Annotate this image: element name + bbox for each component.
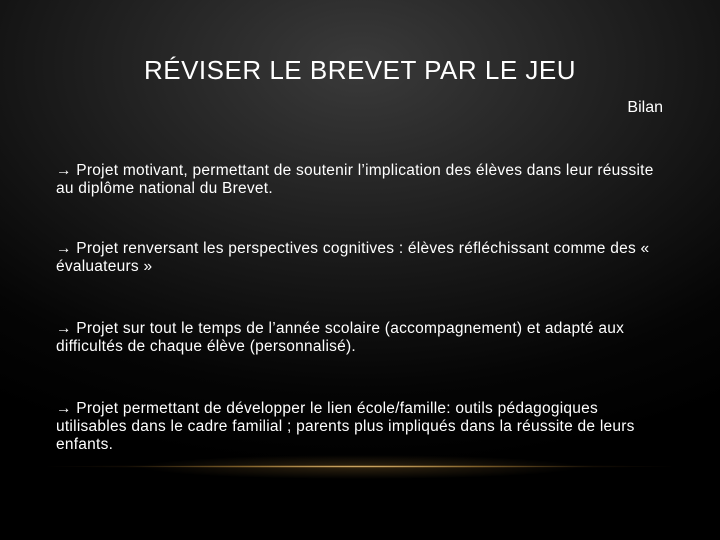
bullet-item: → Projet sur tout le temps de l’année scolaire (accompagnement) et adapté aux difficultés de chaque élève (personnalisé). [56, 320, 625, 355]
bullet-item: → Projet renversant les perspectives cognitives : élèves réfléchissant comme des « évaluateurs » [56, 240, 650, 275]
slide-title: RÉVISER LE BREVET PAR LE JEU [143, 55, 577, 85]
decorative-glow-line [40, 465, 680, 468]
bullet-item: → Projet motivant, permettant de soutenir l’implication des élèves dans leur réussite au diplôme national du Brevet. [56, 162, 654, 197]
bullet-item: → Projet permettant de développer le lien école/famille: outils pédagogiques utilisables dans le cadre familial ; parents plus impliqués dans la réussite de leurs enfants. [56, 400, 635, 453]
slide-subtitle: Bilan [627, 99, 663, 116]
